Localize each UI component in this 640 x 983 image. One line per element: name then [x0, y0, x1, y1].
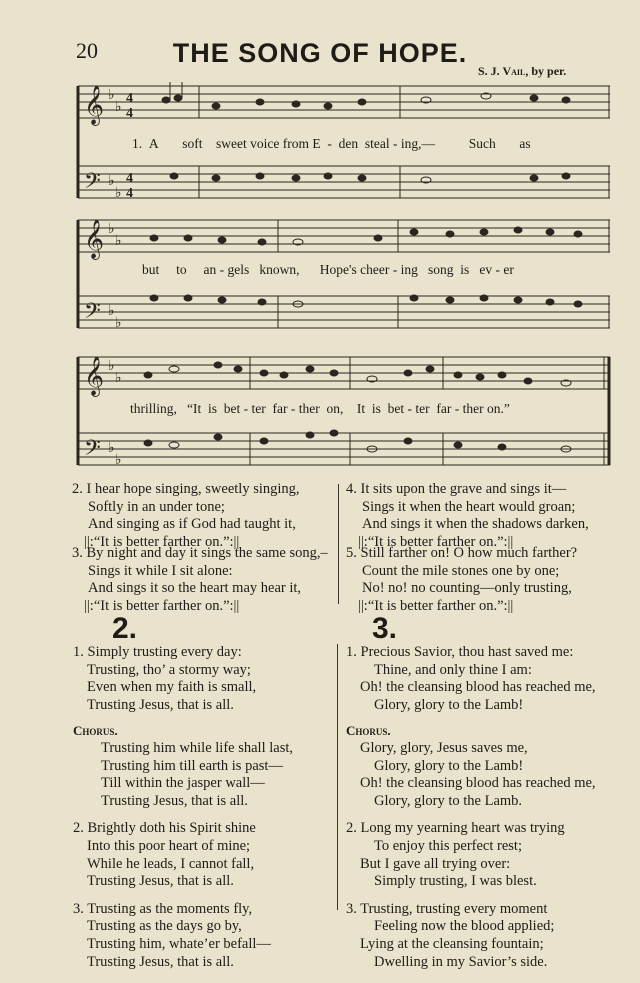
composer-name: S. J. Vail,	[478, 64, 529, 78]
music-system-1	[78, 82, 610, 210]
lyrics-line-3: thrilling, “It is bet - ter far - ther on, It is bet - ter far - ther on.”	[130, 401, 510, 416]
svg-text:♭: ♭	[115, 186, 122, 201]
verse-3: 3. By night and day it sings the same song,– Sings it while I sit alone: And sings it so the heart may hear it, ||:“It is better farther on.”:||	[72, 545, 328, 614]
svg-text:♭: ♭	[115, 234, 122, 249]
svg-text:4: 4	[126, 171, 133, 186]
verse-2: 2. I hear hope singing, sweetly singing, Softly in an under tone; And singing as if God had taught it, ||:“It is better farther on.”:||	[72, 481, 300, 550]
hymn-3-number: 3.	[372, 612, 398, 645]
svg-text:♭: ♭	[115, 371, 122, 386]
svg-text:♭: ♭	[115, 453, 122, 468]
svg-text:4: 4	[126, 91, 133, 106]
music-system-3	[78, 345, 610, 480]
chorus-label: Chorus.	[73, 723, 118, 739]
svg-text:𝄞: 𝄞	[84, 219, 105, 259]
svg-text:4: 4	[126, 106, 133, 121]
chorus-label: Chorus.	[346, 723, 391, 739]
svg-text:𝄢: 𝄢	[84, 169, 101, 199]
svg-text:𝄢: 𝄢	[84, 299, 101, 329]
svg-text:𝄢: 𝄢	[84, 436, 101, 466]
verse-4: 4. It sits upon the grave and sings it— Sings it when the heart would groan; And sings it when the shadows darken, ||:“It is better farther on.”:||	[346, 481, 589, 550]
column-divider	[337, 644, 338, 910]
composer-credit	[478, 64, 566, 79]
lyrics-line-1: 1. A soft sweet voice from E - den steal - ing,— Such as	[132, 136, 531, 151]
svg-text:4: 4	[126, 186, 133, 201]
svg-text:♭: ♭	[108, 304, 115, 319]
svg-text:♭: ♭	[108, 222, 115, 237]
svg-text:♭: ♭	[115, 316, 122, 331]
hymn-2-text: 1. Simply trusting every day: Trusting, tho’ a stormy way; Even when my faith is small, Trusting Jesus, that is all. Chorus. Trusting him while life shall last, Trusting him till earth is past— Till within the jasper wall— Trusting Jesus, that is all. 2. Brightly doth his Spirit shine Into this poor heart of mine; While he leads, I cannot fall, Trusting Jesus, that is all. 3. Trusting as the moments fly, Trusting as the days go by, Trusting him, whate’er befall— Trusting Jesus, that is all.	[73, 644, 293, 970]
page-number: 20	[76, 38, 98, 63]
svg-text:♭: ♭	[108, 174, 115, 189]
svg-text:♭: ♭	[108, 88, 115, 103]
svg-text:♭: ♭	[115, 100, 122, 115]
svg-text:𝄞: 𝄞	[84, 85, 105, 125]
music-system-2	[78, 212, 610, 342]
svg-text:♭: ♭	[108, 359, 115, 374]
hymn-title: THE SONG OF HOPE.	[172, 38, 468, 68]
lyrics-line-2: but to an - gels known, Hope's cheer - ing song is ev - er	[142, 262, 514, 277]
composer-note: by per.	[531, 64, 567, 78]
hymn-2-number: 2.	[112, 612, 138, 645]
hymn-3-text: 1. Precious Savior, thou hast saved me: Thine, and only thine I am: Oh! the cleansing blood has reached me, Glory, glory to the Lamb! Chorus. Glory, glory, Jesus saves me, Glory, glory to the Lamb! Oh! the cleansing blood has reached me, Glory, glory to the Lamb. 2. Long my yearning heart was trying To enjoy this perfect rest; But I gave all trying over: Simply trusting, I was blest. 3. Trusting, trusting every moment Feeling now the blood applied; Lying at the cleansing fountain; Dwelling in my Savior’s side.	[346, 644, 596, 970]
svg-text:𝄞: 𝄞	[84, 356, 105, 396]
svg-text:♭: ♭	[108, 441, 115, 456]
verse-5: 5. Still farther on! O how much farther? Count the mile stones one by one; No! no! no counting—only trusting, ||:“It is better farther on.”:||	[346, 545, 578, 614]
verse-divider	[338, 484, 339, 604]
